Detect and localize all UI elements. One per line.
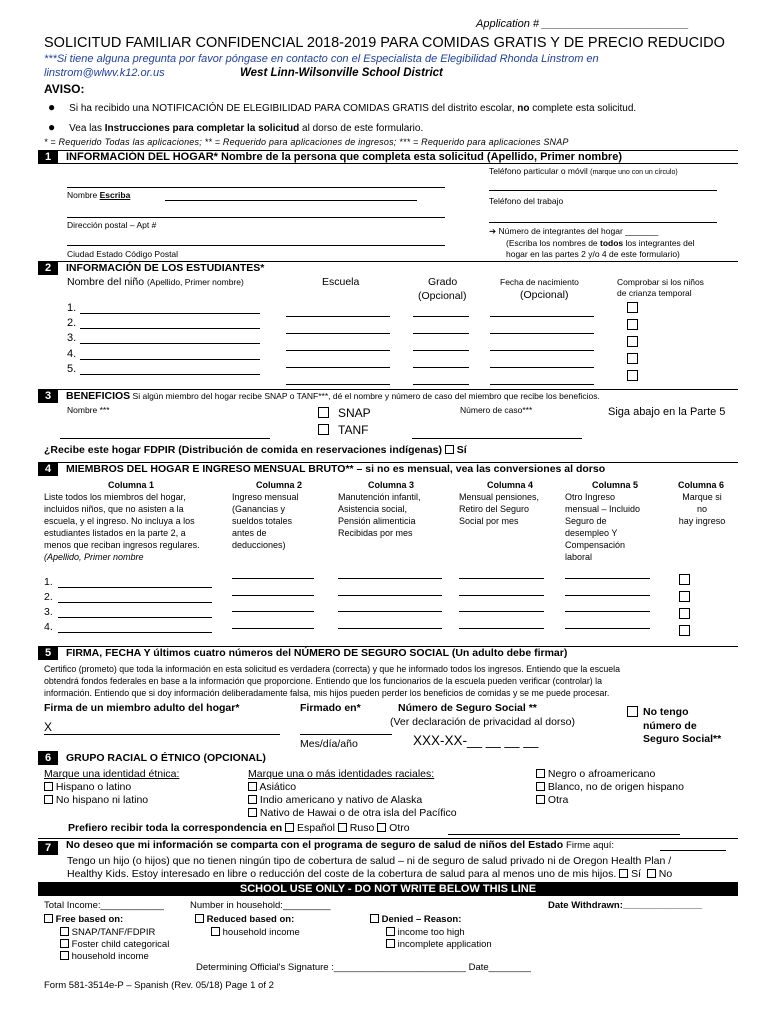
home-phone-label: Teléfono particular o móvil (marque uno con un círculo) bbox=[489, 166, 678, 176]
income-amount-line[interactable] bbox=[232, 578, 314, 579]
section-4-number: 4 bbox=[38, 462, 58, 476]
bullet1-text: Si ha recibido una NOTIFICACIÓN DE ELEGIBILIDAD PARA COMIDAS GRATIS del distrito escolar, bbox=[69, 103, 518, 114]
income-amount-line[interactable] bbox=[232, 628, 314, 629]
student-field-line[interactable] bbox=[413, 316, 469, 317]
income-column-1-text: menos que reciban ingresos regulares. bbox=[44, 540, 200, 550]
contact-line: ***Si tiene alguna pregunta por favor póngase en contacto con el Especialista de Elegibilidad Rhonda Linstrom en bbox=[44, 53, 599, 65]
section-4-title: MIEMBROS DEL HOGAR E INGRESO MENSUAL BRUTO** – si no es mensual, vea las conversiones al dorso bbox=[66, 463, 606, 475]
student-field-line[interactable] bbox=[286, 316, 390, 317]
section-1-number: 1 bbox=[38, 150, 58, 164]
contact-email[interactable]: linstrom@wlwv.k12.or.us bbox=[44, 67, 165, 79]
members-count[interactable]: ➔ Número de integrantes del hogar _______ bbox=[489, 226, 659, 236]
section-5-title: FIRMA, FECHA Y últimos cuatro números del NÚMERO DE SEGURO SOCIAL (Un adulto debe firmar) bbox=[66, 647, 568, 659]
income-amount-line[interactable] bbox=[565, 611, 650, 612]
member-row-number: 3. bbox=[44, 606, 53, 618]
fdpir-question: ¿Recibe este hogar FDPIR (Distribución de comida en reservaciones indígenas) Sí bbox=[44, 444, 467, 456]
student-row-number: 1. bbox=[67, 302, 77, 314]
income-amount-line[interactable] bbox=[565, 628, 650, 629]
student-row-number: 3. bbox=[67, 332, 77, 344]
aviso-bullet-2 bbox=[48, 120, 423, 134]
aviso-heading: AVISO: bbox=[44, 82, 85, 96]
pacific-islander-option[interactable]: Nativo de Hawai o de otra isla del Pacífico bbox=[248, 807, 457, 819]
reduced-income[interactable]: household income bbox=[211, 927, 300, 938]
income-column-5-text: Compensación bbox=[565, 540, 626, 550]
other-race-option[interactable]: Otra bbox=[536, 794, 568, 806]
income-column-1-header: Columna 1 bbox=[108, 480, 155, 490]
section-3-title: BENEFICIOS Si algún miembro del hogar recibe SNAP o TANF***, dé el nombre y número de caso del miembro que recibe los beneficios. bbox=[66, 390, 600, 402]
no-income-checkbox[interactable] bbox=[679, 625, 690, 636]
income-column-2-text: sueldos totales bbox=[232, 516, 293, 526]
foster-checkbox[interactable] bbox=[627, 319, 638, 330]
student-name-line[interactable] bbox=[80, 313, 260, 314]
denied-income-high[interactable]: income too high bbox=[386, 927, 465, 938]
benefits-name-label: Nombre *** bbox=[67, 405, 110, 415]
section-5-bar bbox=[38, 646, 738, 660]
foster-checkbox[interactable] bbox=[627, 370, 638, 381]
not-hispanic-option[interactable]: No hispano ni latino bbox=[44, 794, 148, 806]
foster-checkbox[interactable] bbox=[627, 302, 638, 313]
russian-checkbox[interactable] bbox=[338, 823, 347, 832]
income-column-1-text: escuela, y el ingreso. No incluya a los bbox=[44, 516, 195, 526]
free-based-on[interactable]: Free based on: bbox=[44, 914, 123, 925]
asian-option[interactable]: Asiático bbox=[248, 781, 296, 793]
ssn-note: (Ver declaración de privacidad al dorso) bbox=[390, 716, 576, 728]
health-text-2: Healthy Kids. Estoy interesado en libre o reducción del coste de la cobertura de salud para al menos uno de mis hijos. Sí No bbox=[67, 868, 673, 880]
student-field-line[interactable] bbox=[490, 316, 594, 317]
student-field-line[interactable] bbox=[413, 333, 469, 334]
member-name-line[interactable] bbox=[58, 617, 212, 618]
section-2-title: INFORMACIÓN DE LOS ESTUDIANTES* bbox=[66, 262, 265, 274]
income-amount-line[interactable] bbox=[338, 578, 442, 579]
income-column-1-text: Liste todos los miembros del hogar, bbox=[44, 492, 186, 502]
income-column-4-text: Mensual pensiones, bbox=[459, 492, 540, 502]
student-field-line[interactable] bbox=[413, 384, 469, 385]
income-column-5-text: Seguro de bbox=[565, 516, 607, 526]
school-use-banner: SCHOOL USE ONLY - DO NOT WRITE BELOW THIS LINE bbox=[38, 882, 738, 896]
member-name-line[interactable] bbox=[58, 632, 212, 633]
free-income[interactable]: household income bbox=[60, 951, 149, 962]
student-field-line[interactable] bbox=[286, 384, 390, 385]
income-column-5-text: Otro Ingreso bbox=[565, 492, 616, 502]
section-7-title: No deseo que mi información se comparta con el programa de seguro de salud de niños del Estado Firme aquí: bbox=[66, 839, 615, 851]
section-7-bar bbox=[38, 838, 738, 852]
income-column-5-text: laboral bbox=[565, 552, 593, 562]
tanf-checkbox[interactable] bbox=[318, 424, 329, 435]
health-text-1: Tengo un hijo (o hijos) que no tienen ningún tipo de cobertura de salud – ni de seguro de salud privado ni de Oregon Health Plan / bbox=[67, 855, 672, 867]
income-column-2-text: (Ganancias y bbox=[232, 504, 286, 514]
white-option[interactable]: Blanco, no de origen hispano bbox=[536, 781, 684, 793]
work-phone-label: Teléfono del trabajo bbox=[489, 196, 564, 206]
student-name-line[interactable] bbox=[80, 359, 260, 360]
name-label: Nombre Escriba bbox=[67, 190, 131, 200]
section-1-title: INFORMACIÓN DEL HOGAR* Nombre de la persona que completa esta solicitud (Apellido, Primer nombre) bbox=[66, 151, 622, 163]
member-name-line[interactable] bbox=[58, 587, 212, 588]
income-column-6-text: hay ingreso bbox=[678, 516, 726, 526]
date-format: Mes/día/año bbox=[300, 738, 358, 750]
arrow-right-icon: ➔ bbox=[489, 226, 497, 236]
student-field-line[interactable] bbox=[490, 333, 594, 334]
work-phone-line[interactable] bbox=[489, 222, 717, 223]
section-2-bar bbox=[38, 261, 738, 275]
grade-optional: (Opcional) bbox=[418, 290, 467, 302]
foster-header-2: de crianza temporal bbox=[617, 288, 692, 298]
foster-header: Comprobar si los niños bbox=[617, 277, 704, 287]
income-amount-line[interactable] bbox=[338, 628, 442, 629]
bullet2-bold: Instrucciones para completar la solicitud bbox=[104, 123, 300, 134]
section-4-bar bbox=[38, 462, 738, 476]
goto-part5: Siga abajo en la Parte 5 bbox=[608, 406, 726, 418]
income-column-2-header: Columna 2 bbox=[256, 480, 303, 490]
date-line[interactable] bbox=[300, 734, 392, 735]
date-withdrawn[interactable]: Date Withdrawn:_______________ bbox=[548, 900, 703, 911]
racial-label: Marque una o más identidades raciales: bbox=[248, 768, 435, 780]
official-signature[interactable]: Determining Official's Signature :_________________________ Date________ bbox=[196, 962, 531, 973]
income-amount-line[interactable] bbox=[232, 611, 314, 612]
bullet2-text: Vea las bbox=[69, 123, 105, 134]
bullet1-end: complete esta solicitud. bbox=[529, 103, 637, 114]
student-row-number: 4. bbox=[67, 348, 77, 360]
denied-reason[interactable]: Denied – Reason: bbox=[370, 914, 461, 925]
denied-incomplete[interactable]: incomplete application bbox=[386, 939, 492, 950]
member-name-line[interactable] bbox=[58, 602, 212, 603]
city-label: Ciudad Estado Código Postal bbox=[67, 249, 179, 259]
total-income[interactable]: Total Income:____________ bbox=[44, 900, 164, 911]
income-column-4-text: Social por mes bbox=[459, 516, 519, 526]
income-column-4-text: Retiro del Seguro bbox=[459, 504, 530, 514]
black-option[interactable]: Negro o afroamericano bbox=[536, 768, 655, 780]
health-no-checkbox[interactable] bbox=[647, 869, 656, 878]
income-amount-line[interactable] bbox=[232, 595, 314, 596]
requirement-legend: * = Requerido Todas las aplicaciones; ** = Requerido para aplicaciones de ingresos; *** = Requerido para aplicaciones SNAP bbox=[44, 137, 569, 147]
application-number[interactable]: Application # ________________________ bbox=[476, 18, 689, 30]
city-line[interactable] bbox=[67, 245, 445, 246]
snap-label: SNAP bbox=[338, 406, 371, 420]
income-column-3-text: Pensión alimenticia bbox=[338, 516, 416, 526]
certification-line-2: obtendrá fondos federales en base a la información que proporcione. Entiendo que los funcionarios de la escuela pueden verificar (controlar) la bbox=[44, 676, 602, 686]
members-note: (Escriba los nombres de todos los integrantes del bbox=[506, 238, 695, 248]
no-ssn-checkbox[interactable] bbox=[627, 706, 638, 717]
certification-line-1: Certifico (prometo) que toda la información en esta solicitud es verdadera (correcta) y que he informado todos los ingresos. Entiendo que la escuela bbox=[44, 664, 621, 674]
no-income-checkbox[interactable] bbox=[679, 574, 690, 585]
student-field-line[interactable] bbox=[413, 350, 469, 351]
income-amount-line[interactable] bbox=[565, 578, 650, 579]
foster-checkbox[interactable] bbox=[627, 336, 638, 347]
section-6-bar bbox=[38, 752, 738, 766]
birth-header: Fecha de nacimiento bbox=[500, 277, 579, 287]
income-column-1-text: (Apellido, Primer nombre bbox=[44, 552, 144, 562]
signed-on-label: Firmado en* bbox=[300, 702, 361, 714]
benefits-name-line[interactable] bbox=[60, 438, 270, 439]
spanish-checkbox[interactable] bbox=[285, 823, 294, 832]
member-row-number: 1. bbox=[44, 576, 53, 588]
no-income-checkbox[interactable] bbox=[679, 608, 690, 619]
income-amount-line[interactable] bbox=[459, 611, 544, 612]
case-number-line[interactable] bbox=[412, 438, 582, 439]
income-column-5-header: Columna 5 bbox=[592, 480, 639, 490]
bullet1-bold: no bbox=[517, 103, 530, 114]
section-6-number: 6 bbox=[38, 751, 58, 765]
address-line[interactable] bbox=[67, 217, 445, 218]
income-amount-line[interactable] bbox=[459, 595, 544, 596]
signature-label: Firma de un miembro adulto del hogar* bbox=[44, 702, 240, 714]
case-number-label: Número de caso*** bbox=[460, 405, 533, 415]
address-label: Dirección postal – Apt # bbox=[67, 220, 157, 230]
section-3-bar bbox=[38, 389, 738, 403]
income-column-4-header: Columna 4 bbox=[487, 480, 534, 490]
student-field-line[interactable] bbox=[286, 333, 390, 334]
language-preference: Prefiero recibir toda la correspondencia en Español Ruso Otro bbox=[68, 822, 410, 834]
home-phone-line[interactable] bbox=[489, 190, 717, 191]
income-amount-line[interactable] bbox=[338, 595, 442, 596]
income-column-3-header: Columna 3 bbox=[368, 480, 415, 490]
name-print-line[interactable] bbox=[165, 200, 417, 201]
bullet2-end: al dorso de este formulario. bbox=[299, 123, 424, 134]
school-header: Escuela bbox=[322, 276, 360, 288]
income-column-2-text: deducciones) bbox=[232, 540, 286, 550]
student-row-number: 2. bbox=[67, 317, 77, 329]
income-column-1-text: incluidos niños, que no asisten a la bbox=[44, 504, 184, 514]
student-field-line[interactable] bbox=[490, 350, 594, 351]
ethnic-label: Marque una identidad étnica: bbox=[44, 768, 180, 780]
foster-checkbox[interactable] bbox=[627, 353, 638, 364]
certification-line-3: información. Entiendo que si doy información deliberadamente falsa, mis hijos pueden perder los beneficios de comidas y se me puede procesar. bbox=[44, 688, 610, 698]
income-column-3-text: Recibidas por mes bbox=[338, 528, 413, 538]
section-6-title: GRUPO RACIAL O ÉTNICO (OPCIONAL) bbox=[66, 752, 266, 764]
snap-checkbox[interactable] bbox=[318, 407, 329, 418]
bullet-dot: ● bbox=[48, 120, 56, 134]
no-income-checkbox[interactable] bbox=[679, 591, 690, 602]
child-name-header: Nombre del niño (Apellido, Primer nombre) bbox=[67, 276, 244, 288]
form-title: SOLICITUD FAMILIAR CONFIDENCIAL 2018-2019 PARA COMIDAS GRATIS Y DE PRECIO REDUCIDO bbox=[44, 35, 725, 51]
member-row-number: 4. bbox=[44, 621, 53, 633]
birth-optional: (Opcional) bbox=[520, 289, 569, 301]
income-column-6-text: no bbox=[696, 504, 707, 514]
signature-line[interactable] bbox=[44, 734, 280, 735]
income-column-5-text: desempleo Y bbox=[565, 528, 618, 538]
income-column-3-text: Asistencia social, bbox=[338, 504, 408, 514]
section-5-number: 5 bbox=[38, 646, 58, 660]
aviso-bullet-1 bbox=[48, 100, 636, 114]
student-name-line[interactable] bbox=[80, 374, 260, 375]
income-column-2-text: antes de bbox=[232, 528, 267, 538]
ssn-label: Número de Seguro Social ** bbox=[398, 702, 537, 714]
free-foster[interactable]: Foster child categorical bbox=[60, 939, 169, 950]
hispanic-option[interactable]: Hispano o latino bbox=[44, 781, 131, 793]
income-amount-line[interactable] bbox=[459, 628, 544, 629]
form-footer: Form 581-3514e-P – Spanish (Rev. 05/18) Page 1 of 2 bbox=[44, 980, 274, 991]
student-name-line[interactable] bbox=[80, 328, 260, 329]
income-column-2-text: Ingreso mensual bbox=[232, 492, 299, 502]
student-field-line[interactable] bbox=[413, 367, 469, 368]
household-count[interactable]: Number in household:_________ bbox=[190, 900, 331, 911]
members-note-2: hogar en las partes 2 y/o 4 de este formulario) bbox=[506, 249, 680, 259]
name-line[interactable] bbox=[67, 187, 445, 188]
student-field-line[interactable] bbox=[490, 367, 594, 368]
income-column-5-text: mensual – Incluido bbox=[565, 504, 641, 514]
income-amount-line[interactable] bbox=[459, 578, 544, 579]
district-name: West Linn-Wilsonville School District bbox=[240, 67, 443, 79]
section-3-number: 3 bbox=[38, 389, 58, 403]
signature-x: X bbox=[44, 720, 53, 734]
no-ssn-label: No tengo número de Seguro Social** bbox=[643, 706, 722, 745]
student-field-line[interactable] bbox=[286, 367, 390, 368]
native-american-option[interactable]: Indio americano y nativo de Alaska bbox=[248, 794, 422, 806]
income-column-6-header: Columna 6 bbox=[678, 480, 725, 490]
health-yes-checkbox[interactable] bbox=[619, 869, 628, 878]
income-column-3-text: Manutención infantil, bbox=[338, 492, 421, 502]
income-column-6-text: Marque si bbox=[682, 492, 722, 502]
reduced-based-on[interactable]: Reduced based on: bbox=[195, 914, 294, 925]
member-row-number: 2. bbox=[44, 591, 53, 603]
fdpir-yes-checkbox[interactable] bbox=[445, 445, 454, 454]
other-language-checkbox[interactable] bbox=[377, 823, 386, 832]
section-1-bar bbox=[38, 150, 738, 164]
income-column-1-text: estudiantes listados en la parte 2, a bbox=[44, 528, 186, 538]
section-2-number: 2 bbox=[38, 261, 58, 275]
student-field-line[interactable] bbox=[286, 350, 390, 351]
income-amount-line[interactable] bbox=[338, 611, 442, 612]
tanf-label: TANF bbox=[338, 423, 369, 437]
bullet-dot: ● bbox=[48, 100, 56, 114]
ssn-field[interactable]: XXX-XX-__ __ __ __ bbox=[413, 733, 539, 748]
s7-signature-line[interactable] bbox=[660, 850, 726, 851]
student-name-line[interactable] bbox=[80, 343, 260, 344]
free-snap[interactable]: SNAP/TANF/FDPIR bbox=[60, 927, 155, 938]
section-7-number: 7 bbox=[38, 841, 58, 855]
income-amount-line[interactable] bbox=[565, 595, 650, 596]
student-row-number: 5. bbox=[67, 363, 77, 375]
grade-header: Grado bbox=[428, 276, 458, 288]
student-field-line[interactable] bbox=[490, 384, 594, 385]
other-language-line[interactable] bbox=[448, 834, 680, 835]
